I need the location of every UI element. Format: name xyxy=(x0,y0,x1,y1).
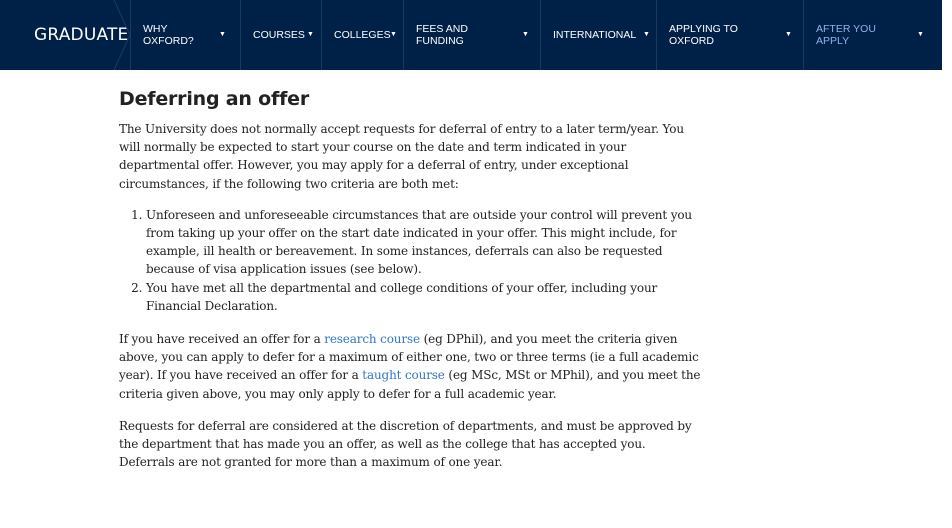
chevron-down-icon[interactable]: ▼ xyxy=(219,31,226,38)
brand-title[interactable]: GRADUATE xyxy=(34,25,129,45)
chevron-down-icon[interactable]: ▼ xyxy=(917,31,924,38)
criteria-list xyxy=(119,206,701,315)
nav-courses[interactable] xyxy=(240,0,321,70)
intro-paragraph: The University does not normally accept requests for deferral of entry to a later term/year. You will normally be expected to start your course on the date and term indicated in your departmental offer. However, you may apply for a deferral of entry, under exceptional circumstances, if the following two criteria are both met: xyxy=(119,122,684,191)
nav-label[interactable]: APPLYING TO OXFORD xyxy=(669,22,738,47)
nav-label[interactable]: FEES AND FUNDING xyxy=(416,22,468,47)
nav-colleges[interactable] xyxy=(321,0,403,70)
course-deferral-paragraph xyxy=(119,330,701,403)
breadcrumb-chevron-icon xyxy=(112,0,132,70)
nav-why-oxford[interactable] xyxy=(130,0,240,70)
nav-applying-to-oxford[interactable] xyxy=(656,0,803,70)
nav-label[interactable]: WHY OXFORD? xyxy=(143,22,194,47)
nav-label[interactable]: COLLEGES xyxy=(334,28,391,41)
chevron-down-icon[interactable]: ▼ xyxy=(522,31,529,38)
chevron-down-icon[interactable]: ▼ xyxy=(390,31,397,38)
page-title: Deferring an offer xyxy=(119,88,310,110)
nav-fees-and-funding[interactable] xyxy=(403,0,540,70)
approval-paragraph: Requests for deferral are considered at the discretion of departments, and must be approved by the department that has made you an offer, as well as the college that has accepted you. Deferrals are not granted for more than a maximum of one year. xyxy=(119,418,692,470)
taught-course-link[interactable]: taught course xyxy=(362,368,445,383)
text-span: (eg DPhil), and you meet the criteria given above, you can apply to defer for a maximum of either one, two or three terms (ie a full academic year). If you have received an offer for a xyxy=(119,332,699,383)
site-brand[interactable] xyxy=(0,0,130,70)
list-item: 1. Unforeseen and unforeseeable circumstances that are outside your control will prevent you from taking up your offer on the start date indicated in your offer. This might include, for example, ill health or bereavement. In some instances, deferrals can also be requested because of visa application issues (see below). xyxy=(146,206,701,279)
chevron-down-icon[interactable]: ▼ xyxy=(785,31,792,38)
main-content xyxy=(119,88,701,485)
nav-international[interactable] xyxy=(540,0,656,70)
chevron-down-icon[interactable]: ▼ xyxy=(307,31,314,38)
nav-label[interactable]: AFTER YOU APPLY xyxy=(816,22,876,47)
nav-after-you-apply[interactable] xyxy=(803,0,942,70)
main-nav xyxy=(130,0,942,70)
chevron-down-icon[interactable]: ▼ xyxy=(643,31,650,38)
research-course-link[interactable]: research course xyxy=(324,332,420,347)
text-span: (eg MSc, MSt or MPhil), and you meet the criteria given above, you may only apply to defer for a full academic year. xyxy=(119,368,701,401)
top-navbar xyxy=(0,0,942,70)
text-span: If you have received an offer for a xyxy=(119,332,325,347)
nav-label[interactable]: COURSES xyxy=(253,28,305,41)
list-item: 2. You have met all the departmental and college conditions of your offer, including your Financial Declaration. xyxy=(146,279,701,315)
nav-label[interactable]: INTERNATIONAL xyxy=(553,28,637,41)
